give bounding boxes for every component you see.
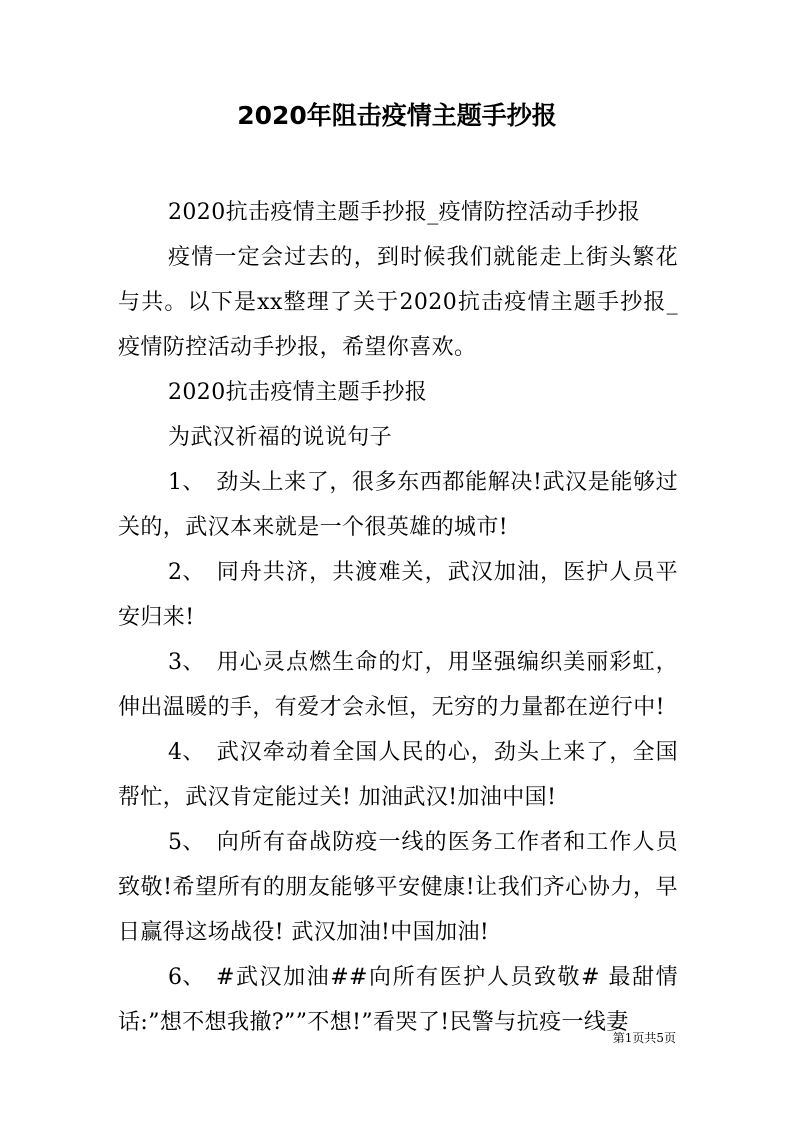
list-item-number: 4、: [168, 740, 205, 765]
list-item: [118, 955, 678, 1045]
document-title: 2020年阻击疫情主题手抄报: [237, 101, 557, 130]
list-item-text: #武汉加油##向所有医护人员致敬# 最甜情话:”想不想我撤?””不想!”看哭了!民警与抗疫一线妻: [118, 965, 678, 1035]
list-item-text: 同舟共济，共渡难关，武汉加油，医护人员平安归来!: [118, 560, 678, 630]
list-item: [118, 550, 678, 640]
list-item-text: 用心灵点燃生命的灯，用坚强编织美丽彩虹，伸出温暖的手，有爱才会永恒，无穷的力量都在逆行中!: [118, 650, 678, 720]
list-item-text: 劲头上来了，很多东西都能解决!武汉是能够过关的，武汉本来就是一个很英雄的城市!: [118, 470, 678, 540]
paragraph-text: 疫情一定会过去的，到时候我们就能走上街头繁花与共。以下是xx整理了关于2020抗击疫情主题手抄报_疫情防控活动手抄报，希望你喜欢。: [118, 245, 678, 360]
list-item-number: 6、: [168, 965, 205, 990]
paragraph-intro: [118, 235, 678, 370]
paragraph-text: 为武汉祈福的说说句子: [168, 425, 393, 450]
list-item: [118, 460, 678, 550]
list-item-number: 5、: [168, 830, 205, 855]
paragraph-text: 2020抗击疫情主题手抄报: [168, 380, 428, 405]
list-item-number: 3、: [168, 650, 205, 675]
list-item: [118, 640, 678, 730]
paragraph-section-title: [118, 415, 678, 460]
document-body: [118, 190, 678, 1045]
list-item-number: 1、: [168, 470, 205, 495]
paragraph-subtitle: [118, 190, 678, 235]
page-footer: 第1页共5页: [612, 1031, 676, 1045]
list-item-text: 武汉牵动着全国人民的心，劲头上来了，全国帮忙，武汉肯定能过关! 加油武汉!加油中国!: [118, 740, 678, 810]
paragraph-heading: [118, 370, 678, 415]
paragraph-text: 2020抗击疫情主题手抄报_疫情防控活动手抄报: [168, 200, 641, 225]
list-item: [118, 730, 678, 820]
list-item: [118, 820, 678, 955]
list-item-number: 2、: [168, 560, 205, 585]
list-item-text: 向所有奋战防疫一线的医务工作者和工作人员致敬!希望所有的朋友能够平安健康!让我们齐心协力，早日赢得这场战役! 武汉加油!中国加油!: [118, 830, 678, 945]
